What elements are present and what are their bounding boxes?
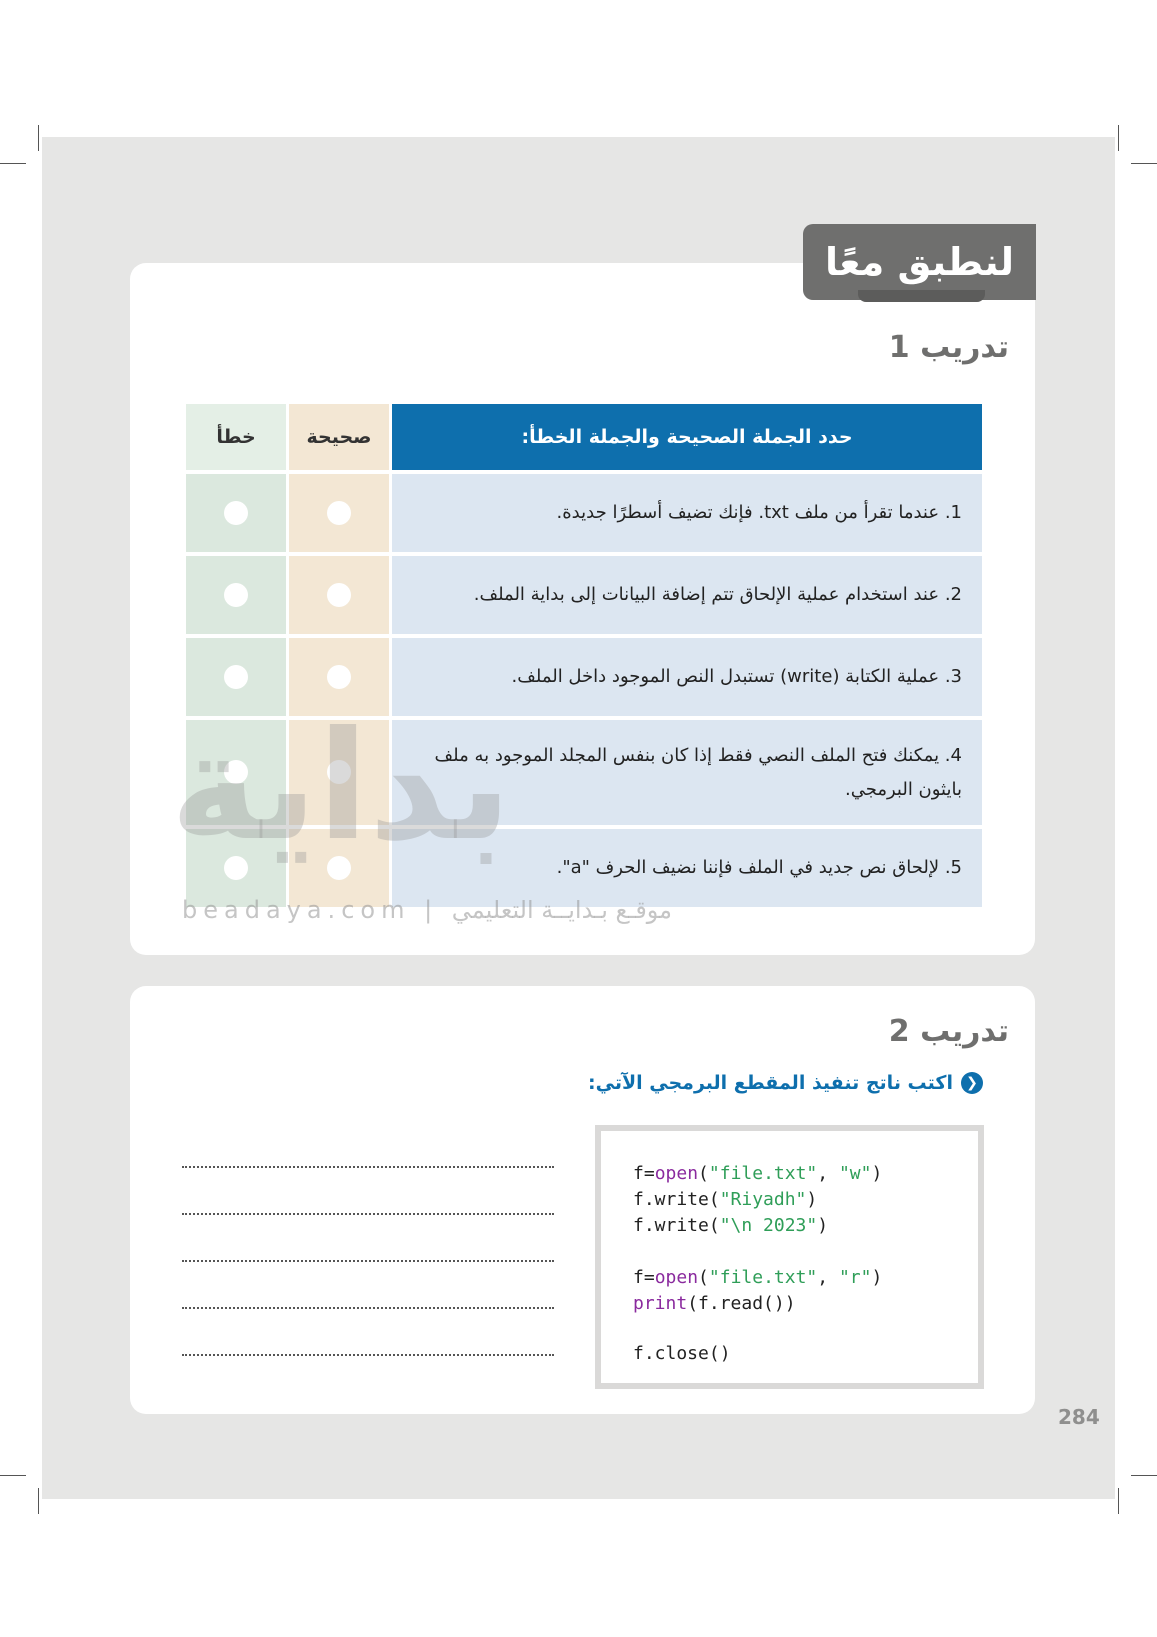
- answer-line[interactable]: [182, 1354, 554, 1356]
- exercise2-title: تدريب 2: [888, 1014, 1009, 1049]
- code-line: f.write("\n 2023"): [633, 1215, 829, 1236]
- table-row-question: 2. عند استخدام عملية الإلحاق تتم إضافة البيانات إلى بداية الملف.: [392, 556, 982, 634]
- crop-mark: [38, 125, 39, 151]
- true-radio[interactable]: [327, 583, 351, 607]
- true-radio[interactable]: [327, 665, 351, 689]
- true-cell: [289, 556, 389, 634]
- false-cell: [186, 638, 286, 716]
- answer-line[interactable]: [182, 1260, 554, 1262]
- table-row-question: 4. يمكنك فتح الملف النصي فقط إذا كان بنفس المجلد الموجود به ملف بايثون البرمجي.: [392, 720, 982, 825]
- crop-mark: [1131, 1475, 1157, 1476]
- answer-line[interactable]: [182, 1307, 554, 1309]
- false-cell: [186, 556, 286, 634]
- false-radio[interactable]: [224, 583, 248, 607]
- chevron-left-icon: ❮: [961, 1072, 983, 1094]
- banner-tab: [858, 290, 985, 302]
- section-banner: [803, 224, 1036, 300]
- crop-mark: [1131, 163, 1157, 164]
- page-number: 284: [1058, 1405, 1100, 1429]
- table-header-true: صحيحة: [289, 404, 389, 470]
- code-snippet: [595, 1125, 984, 1389]
- true-radio[interactable]: [327, 856, 351, 880]
- false-cell: [186, 720, 286, 825]
- false-radio[interactable]: [224, 760, 248, 784]
- watermark-logo: بداية: [170, 700, 512, 874]
- false-cell: [186, 829, 286, 907]
- crop-mark: [38, 1488, 39, 1514]
- false-radio[interactable]: [224, 665, 248, 689]
- table-row-question: 3. عملية الكتابة (write) تستبدل النص الموجود داخل الملف.: [392, 638, 982, 716]
- table-header-false: خطأ: [186, 404, 286, 470]
- code-line: f=open("file.txt", "r"): [633, 1267, 883, 1288]
- true-cell: [289, 638, 389, 716]
- crop-mark: [1118, 1488, 1119, 1514]
- exercise1-title: تدريب 1: [888, 330, 1009, 365]
- answer-line[interactable]: [182, 1166, 554, 1168]
- true-radio[interactable]: [327, 760, 351, 784]
- true-cell: [289, 720, 389, 825]
- table-row-question: 5. لإلحاق نص جديد في الملف فإننا نضيف الحرف "a".: [392, 829, 982, 907]
- instruction-text: اكتب ناتج تنفيذ المقطع البرمجي الآتي:: [588, 1072, 953, 1094]
- code-line: print(f.read()): [633, 1293, 796, 1314]
- table-header-question: حدد الجملة الصحيحة والجملة الخطأ:: [392, 404, 982, 470]
- exercise2-instruction: [588, 1072, 983, 1094]
- code-line: f=open("file.txt", "w"): [633, 1163, 883, 1184]
- true-radio[interactable]: [327, 501, 351, 525]
- watermark-site: beadaya.com | موقـع بـدايــة التعليمي: [182, 896, 673, 924]
- true-cell: [289, 474, 389, 552]
- answer-line[interactable]: [182, 1213, 554, 1215]
- banner-title: لنطبق معًا: [824, 240, 1015, 284]
- false-radio[interactable]: [224, 856, 248, 880]
- false-cell: [186, 474, 286, 552]
- table-row-question: 1. عندما تقرأ من ملف txt. فإنك تضيف أسطرًا جديدة.: [392, 474, 982, 552]
- crop-mark: [0, 1475, 26, 1476]
- true-cell: [289, 829, 389, 907]
- crop-mark: [1118, 125, 1119, 151]
- crop-mark: [0, 163, 26, 164]
- code-line: f.close(): [633, 1343, 731, 1364]
- false-radio[interactable]: [224, 501, 248, 525]
- code-line: f.write("Riyadh"): [633, 1189, 818, 1210]
